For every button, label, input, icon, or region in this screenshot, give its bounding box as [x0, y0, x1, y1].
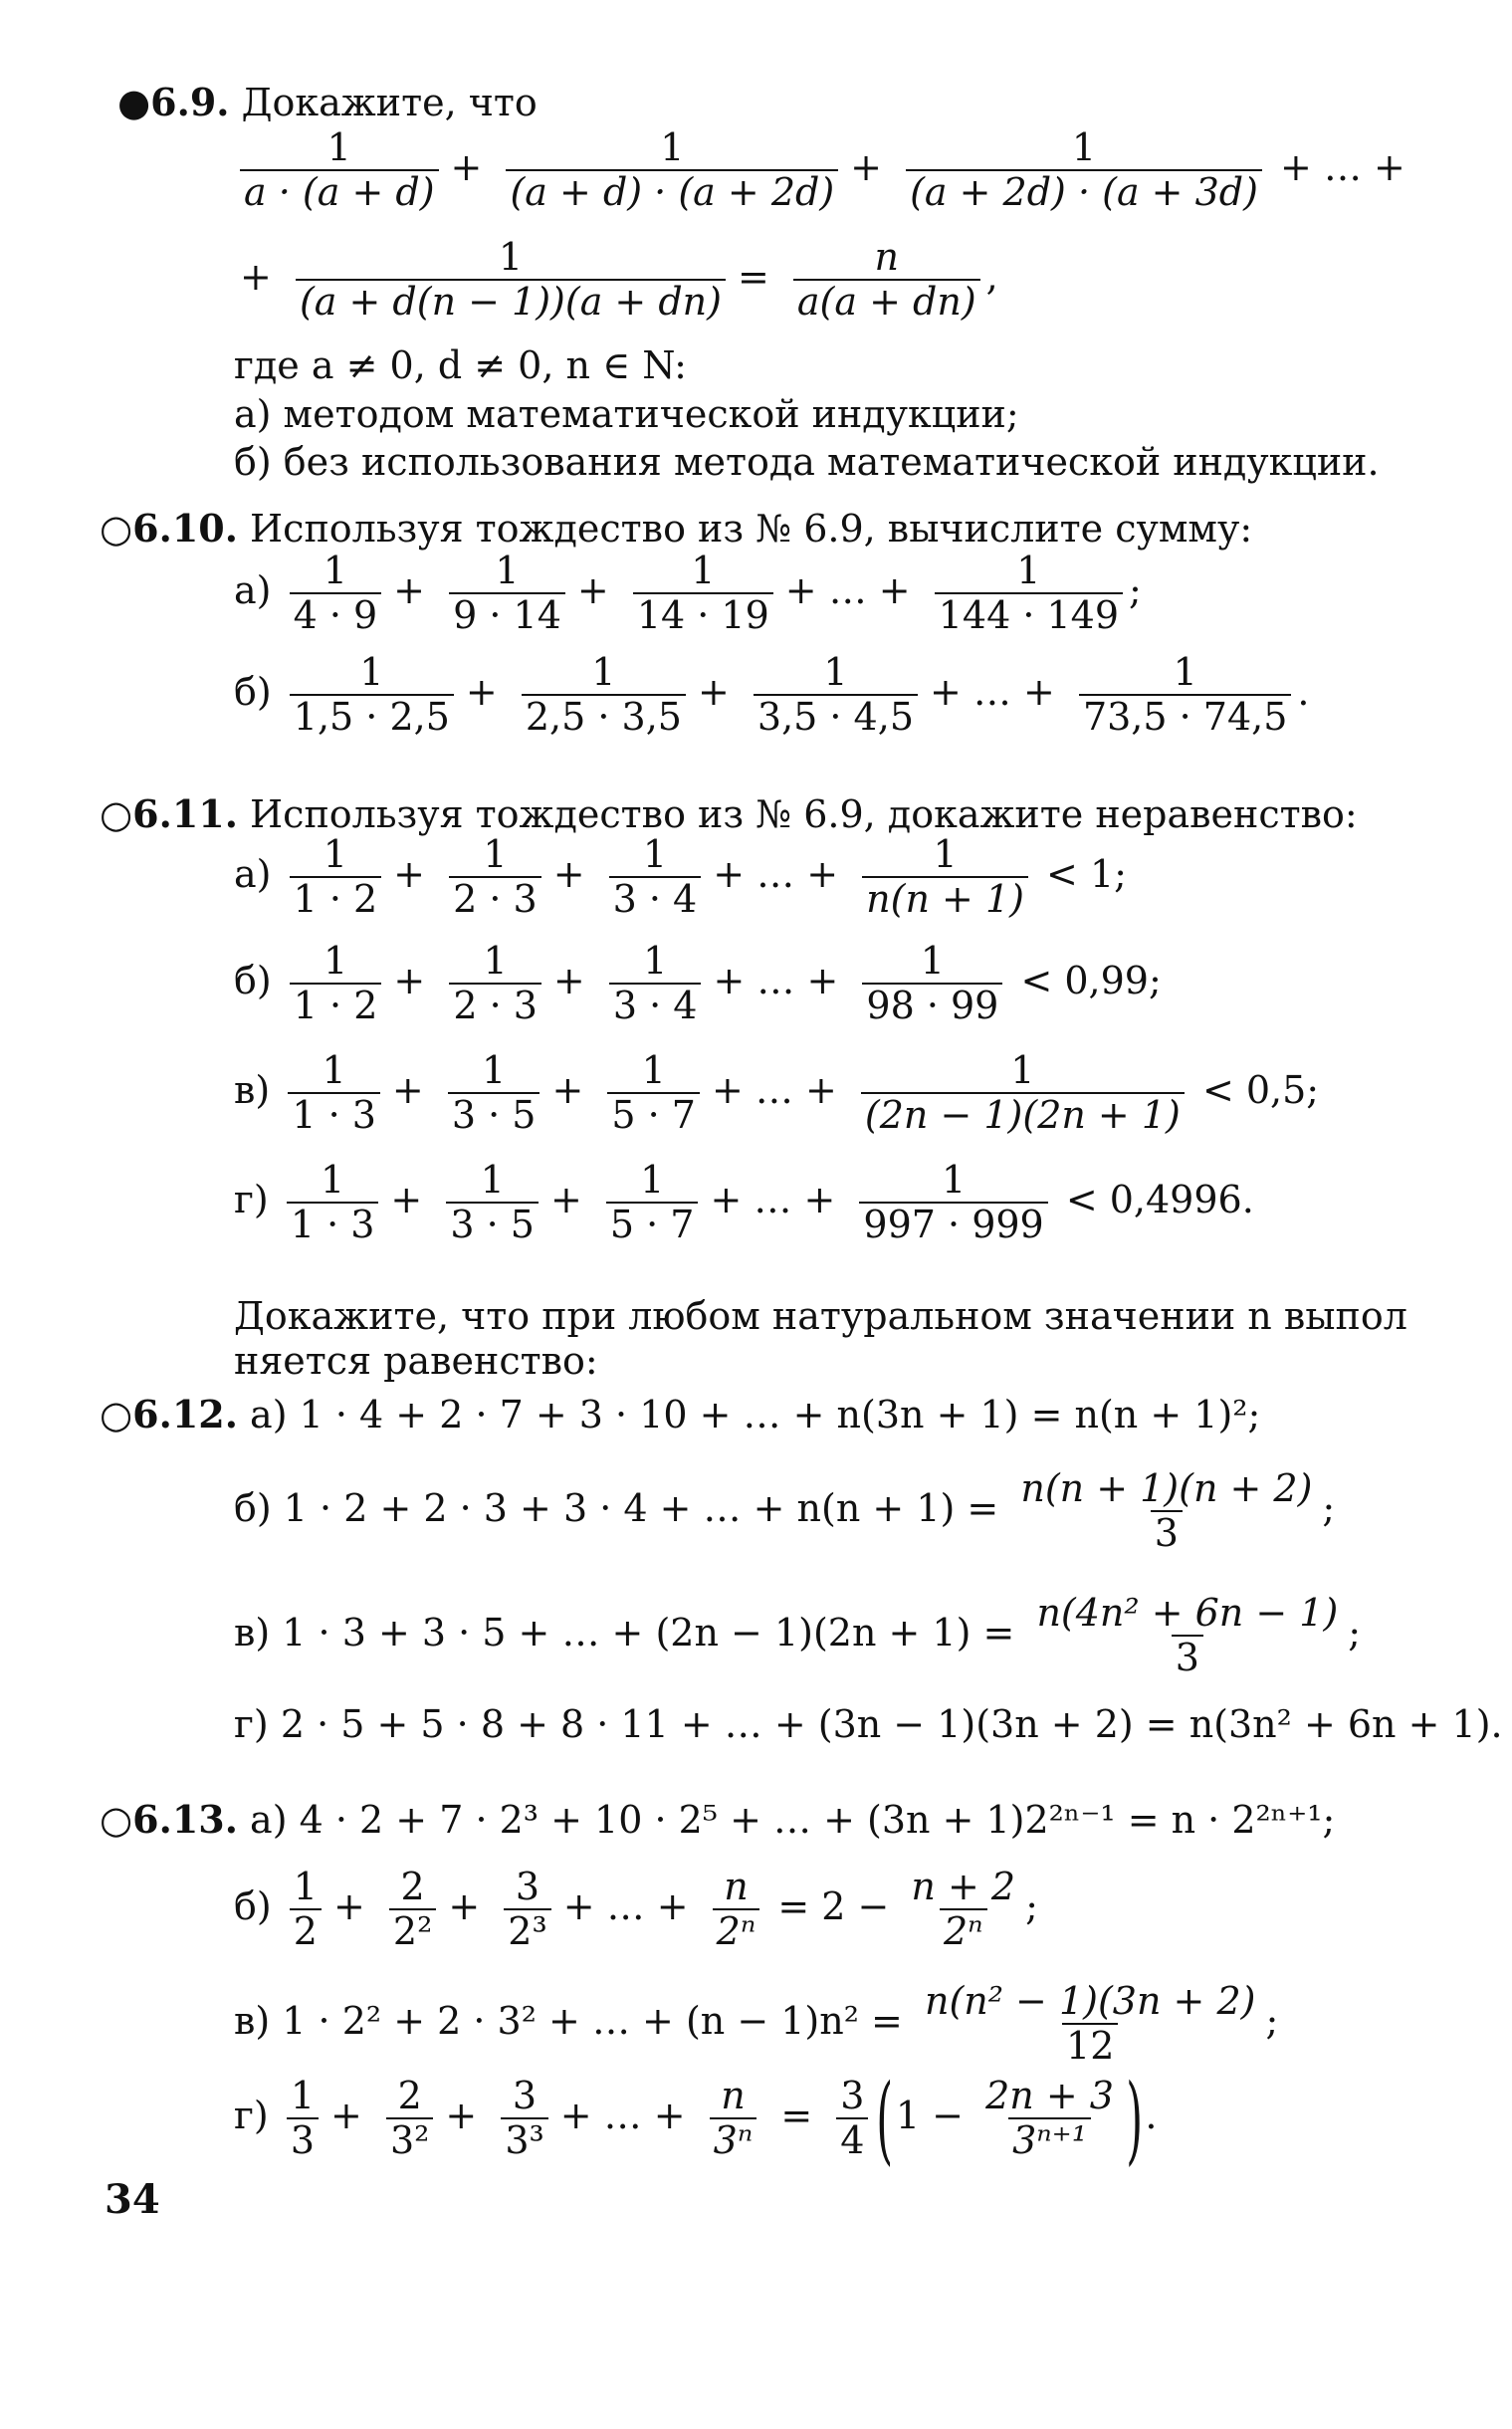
problem-6-13-a: ○6.13. а) 4 · 2 + 7 · 2³ + 10 · 2⁵ + … + (3n + 1)2²ⁿ⁻¹ = n · 2²ⁿ⁺¹; — [100, 1797, 1336, 1842]
section-intro: Докажите, что при любом натуральном значении n выпол — [234, 1294, 1407, 1338]
problem-intro: Докажите, что — [241, 81, 538, 124]
formula-line: + $\frac{1}{(a + d(n - 1))(a + dn)}$ = $\frac{n}{a(a + dn)}$ , — [240, 235, 998, 324]
formula-line: а) $\frac{1}{4 \cdot 9}$ + $\frac{1}{9 \cdot 14}$ + $\frac{1}{14 \cdot 19}$ + … + $\frac{1}{144 \cdot 149}$ ; — [234, 549, 1142, 637]
formula-line: а) $\frac{1}{1 \cdot 2}$ + $\frac{1}{2 \cdot 3}$ + $\frac{1}{3 \cdot 4}$ + … + $\frac{1}{n(n + 1)}$ < 1; — [234, 832, 1127, 921]
subitem-b: б) без использования метода математической индукции. — [234, 440, 1380, 484]
problem-number: ●6.9. — [117, 80, 230, 124]
formula-line: б) $\frac{1}{2}$ + $\frac{2}{\text{2²}}$ + $\frac{3}{\text{2³}}$ + … + $\frac{n}{\text{2ⁿ}}$ = 2 − $\frac{n + 2}{\text{2ⁿ}}$ ; — [234, 1865, 1038, 1953]
problem-6-10-header: ○6.10. Используя тождество из № 6.9, вычислите сумму: — [100, 506, 1253, 551]
problem-6-12-a: ○6.12. а) 1 · 4 + 2 · 7 + 3 · 10 + … + n(3n + 1) = n(n + 1)²; — [100, 1392, 1261, 1436]
condition-text: где a ≠ 0, d ≠ 0, n ∈ N: — [234, 343, 687, 387]
formula-line: б) $\frac{1}{1,5 \cdot 2,5}$ + $\frac{1}{2,5 \cdot 3,5}$ + $\frac{1}{3,5 \cdot 4,5}$ + … + $\frac{1}{73,5 \cdot 74,5}$ . — [234, 650, 1310, 739]
formula-line: г) $\frac{1}{1 \cdot 3}$ + $\frac{1}{3 \cdot 5}$ + $\frac{1}{5 \cdot 7}$ + … + $\frac{1}{997 \cdot 999}$ < 0,4996. — [234, 1158, 1254, 1246]
section-intro-cont: няется равенство: — [234, 1339, 598, 1383]
formula-line: г) $\frac{1}{3}$ + $\frac{2}{\text{3²}}$ + $\frac{3}{\text{3³}}$ + … + $\frac{n}{\text{3ⁿ}}$ = $\frac{3}{4}$ (1 − $\frac{2n + 3}{\text{3ⁿ⁺¹}}$ ). — [234, 2063, 1158, 2175]
formula-line: $\frac{1}{a \cdot (a + d)}$ + $\frac{1}{(a + d) \cdot (a + 2d)}$ + $\frac{1}{(a + 2d) \cdot (a + 3d)}$ + … + — [234, 127, 1405, 214]
formula-line: в) $\frac{1}{1 \cdot 3}$ + $\frac{1}{3 \cdot 5}$ + $\frac{1}{5 \cdot 7}$ + … + $\frac{1}{(2n - 1)(2n + 1)}$ < 0,5; — [234, 1048, 1320, 1137]
formula-line: б) 1 · 2 + 2 · 3 + 3 · 4 + … + n(n + 1) = $\frac{n(n + 1)(n + 2)}{3}$ ; — [234, 1466, 1336, 1555]
formula-line: в) 1 · 3 + 3 · 5 + … + (2n − 1)(2n + 1) = $\frac{\text{n(4n² + 6n − 1)}}{3}$ ; — [234, 1591, 1362, 1679]
problem-6-9-header — [117, 80, 538, 126]
formula-line: б) $\frac{1}{1 \cdot 2}$ + $\frac{1}{2 \cdot 3}$ + $\frac{1}{3 \cdot 4}$ + … + $\frac{1}{98 \cdot 99}$ < 0,99; — [234, 939, 1162, 1027]
formula-line: в) 1 · 2² + 2 · 3² + … + (n − 1)n² = $\frac{\text{n(n² − 1)(3n + 2)}}{12}$ ; — [234, 1979, 1279, 2068]
problem-6-11-header: ○6.11. Используя тождество из № 6.9, докажите неравенство: — [100, 791, 1358, 836]
problem-6-12-d: г) 2 · 5 + 5 · 8 + 8 · 11 + … + (3n − 1)(3n + 2) = n(3n² + 6n + 1). — [234, 1702, 1503, 1746]
page-number: 34 — [105, 2176, 160, 2223]
subitem-a: а) методом математической индукции; — [234, 392, 1019, 436]
